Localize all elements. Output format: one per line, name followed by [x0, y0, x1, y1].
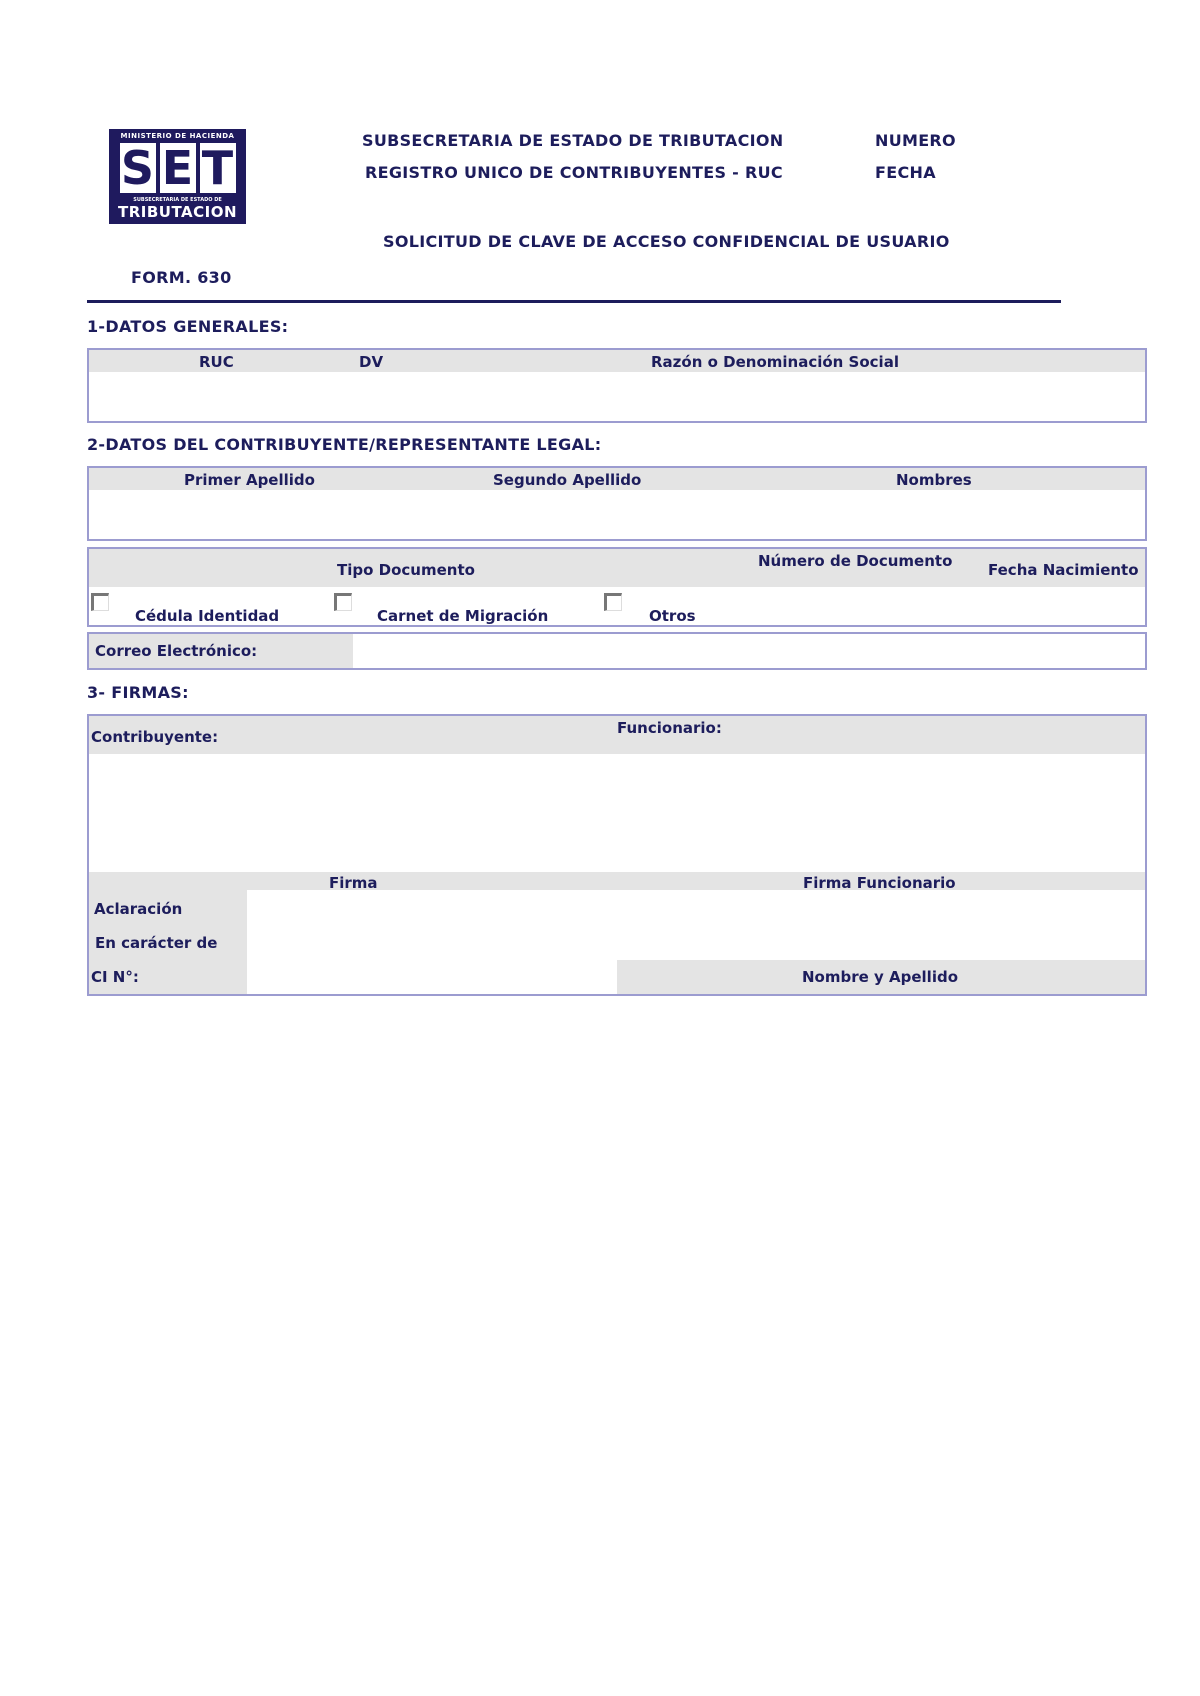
header-divider	[87, 300, 1061, 303]
razon-social-column-header: Razón o Denominación Social	[651, 353, 899, 371]
ci-label: CI N°:	[91, 968, 139, 986]
logo-sub-text: SUBSECRETARIA DE ESTADO DE	[133, 197, 222, 203]
numero-documento-label: Número de Documento	[758, 552, 953, 570]
logo-top-text: MINISTERIO DE HACIENDA	[120, 132, 235, 140]
otros-checkbox[interactable]	[604, 593, 622, 611]
dv-column-header: DV	[359, 353, 384, 371]
fecha-nacimiento-field[interactable]	[987, 587, 1145, 625]
primer-apellido-header: Primer Apellido	[184, 471, 315, 489]
contribuyente-label: Contribuyente:	[91, 728, 219, 746]
nombres-field[interactable]	[721, 490, 1145, 539]
logo-letter-t: T	[200, 143, 236, 193]
registry-name: REGISTRO UNICO DE CONTRIBUYENTES - RUC	[365, 163, 783, 182]
section3-title: 3- FIRMAS:	[87, 683, 189, 702]
firma-caption: Firma	[329, 874, 378, 892]
caracter-label: En carácter de	[95, 934, 218, 952]
logo-bottom-text: TRIBUTACION	[117, 203, 238, 221]
nombres-table	[87, 466, 1147, 541]
dv-field[interactable]	[319, 372, 399, 421]
numero-label: NUMERO	[875, 131, 956, 150]
set-logo	[109, 129, 246, 224]
razon-social-field[interactable]	[399, 372, 1145, 421]
correo-label: Correo Electrónico:	[95, 642, 258, 660]
form-title: SOLICITUD DE CLAVE DE ACCESO CONFIDENCIAL DE USUARIO	[383, 232, 950, 251]
primer-apellido-field[interactable]	[89, 490, 405, 539]
nombres-header: Nombres	[896, 471, 972, 489]
logo-letter-s: S	[120, 141, 155, 195]
cedula-checkbox[interactable]	[91, 593, 109, 611]
aclaracion-field[interactable]	[247, 890, 617, 924]
caracter-field[interactable]	[247, 924, 617, 958]
documento-table	[87, 547, 1147, 627]
firmas-table	[87, 714, 1147, 996]
fecha-nacimiento-label: Fecha Nacimiento	[988, 561, 1139, 579]
otros-label: Otros	[649, 607, 696, 625]
fecha-label: FECHA	[875, 163, 936, 182]
ruc-column-header: RUC	[199, 353, 234, 371]
segundo-apellido-field[interactable]	[405, 490, 721, 539]
datos-generales-table	[87, 348, 1147, 423]
funcionario-label: Funcionario:	[617, 719, 722, 737]
cedula-label: Cédula Identidad	[135, 607, 280, 625]
firma-caption-row	[89, 872, 1145, 890]
agency-name: SUBSECRETARIA DE ESTADO DE TRIBUTACION	[362, 131, 784, 150]
ci-field[interactable]	[247, 958, 617, 994]
aclaracion-label: Aclaración	[94, 900, 183, 918]
ruc-field[interactable]	[89, 372, 249, 421]
section2-title: 2-DATOS DEL CONTRIBUYENTE/REPRESENTANTE LEGAL:	[87, 435, 602, 454]
datos-generales-header-row	[89, 350, 1145, 372]
firma-funcionario-caption: Firma Funcionario	[803, 874, 956, 892]
segundo-apellido-header: Segundo Apellido	[493, 471, 642, 489]
correo-field[interactable]	[353, 634, 1145, 668]
nombre-apellido-label: Nombre y Apellido	[802, 968, 959, 986]
funcionario-signature-area[interactable]	[617, 754, 1145, 872]
numero-documento-field[interactable]	[719, 587, 987, 625]
section1-title: 1-DATOS GENERALES:	[87, 317, 289, 336]
correo-row	[87, 632, 1147, 670]
tipo-documento-label: Tipo Documento	[337, 561, 475, 579]
form-number: FORM. 630	[131, 268, 232, 287]
logo-letter-e: E	[160, 143, 196, 193]
logo-letters	[116, 143, 239, 195]
carnet-migracion-checkbox[interactable]	[334, 593, 352, 611]
contribuyente-signature-area[interactable]	[89, 754, 617, 872]
carnet-migracion-label: Carnet de Migración	[377, 607, 549, 625]
